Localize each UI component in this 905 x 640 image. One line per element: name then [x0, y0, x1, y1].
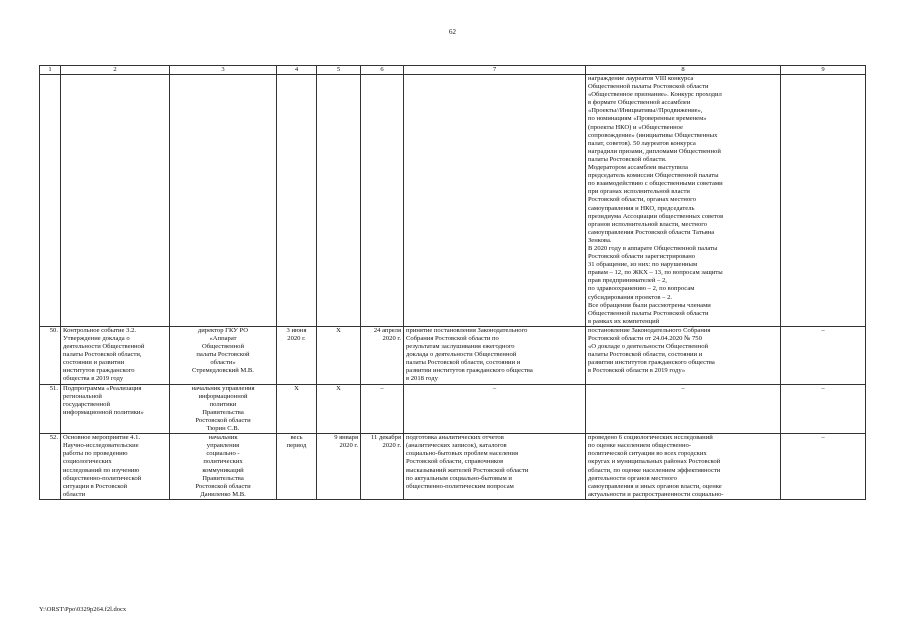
cell-text-line: 11 декабря	[371, 434, 401, 442]
cell-text-line: самоуправления Ростовской области Татьяна	[588, 228, 715, 236]
cell-text-line: 2020 г.	[382, 442, 401, 450]
cell-text-line: исследований по изучению	[63, 466, 140, 474]
cell-text-line: 2020 г.	[339, 442, 358, 450]
cell-end-date	[361, 75, 404, 327]
header-cell: 7	[404, 66, 586, 75]
header-cell: 8	[586, 66, 781, 75]
cell-text-line: прав предпринимателей – 2,	[588, 277, 667, 285]
header-cell: 5	[317, 66, 361, 75]
cell-text-line: общества в 2019 году	[63, 375, 124, 383]
cell-text-line: по актуальным социально-бытовым и	[406, 474, 512, 482]
cell-text-line: при органах исполнительной власти	[588, 188, 690, 196]
cell-text-line: период	[286, 442, 307, 450]
cell-text-line: области»	[210, 359, 236, 367]
cell-text-line: в формате Общественной ассамблеи	[588, 99, 691, 107]
cell-text-line: Все обращения были рассмотрены членами	[588, 301, 711, 309]
cell-text-line: Тюрин С.В.	[206, 425, 240, 433]
cell-text-line: политической ситуации во всех городских	[588, 450, 707, 458]
cell-text-line: палаты Ростовской области,	[63, 351, 142, 359]
cell-text-line: Утверждение доклада о	[63, 335, 130, 342]
cell-text-line: развитии институтов гражданского общества	[588, 359, 715, 367]
header-cell: 4	[277, 66, 317, 75]
cell-text-line: ситуации в Ростовской	[63, 482, 128, 490]
cell-text-line: начальник	[208, 434, 238, 442]
cell-text-line: –	[380, 384, 384, 392]
cell-text-line: награждение лауреатов VIII конкурса	[588, 75, 694, 82]
cell-text-line: Общественной палаты Ростовской области	[588, 309, 709, 317]
cell-text-line: по здравоохранению – 2, по вопросам	[588, 285, 695, 293]
cell-text-line: государственной	[63, 400, 110, 408]
cell-text-line: области, по оценке населением эффективности	[588, 466, 721, 474]
cell-text-line: Модератором ассамблеи выступила	[588, 164, 688, 172]
cell-text-line: области	[63, 490, 86, 498]
table-row	[40, 326, 866, 384]
cell-text-line: Ростовской области зарегистрировано	[588, 253, 696, 261]
header-cell: 3	[170, 66, 277, 75]
cell-expected-result	[404, 384, 586, 434]
cell-text-line: округах и муниципальных районах Ростовской	[588, 458, 721, 466]
cell-text-line: актуальности и распространенности социально-	[588, 490, 724, 498]
cell-text-line: управления	[206, 442, 240, 450]
cell-actual-result	[586, 434, 781, 500]
cell-text-line: постановление Законодательного Собрания	[588, 326, 711, 334]
cell-text-line: президиума Ассоциации общественных советов	[588, 212, 724, 220]
cell-text-line: по номинациям «Проверенные временем»	[588, 115, 707, 123]
cell-num	[40, 75, 61, 327]
cell-text-line: 2020 г.	[382, 335, 401, 342]
cell-text-line: социологических	[63, 458, 112, 466]
cell-text-line: информационной политики»	[63, 408, 144, 416]
cell-start-date	[317, 434, 361, 500]
cell-text-line: наградили призами, дипломами Общественной	[588, 147, 721, 155]
cell-text-line: –	[492, 384, 497, 392]
cell-end-date	[361, 384, 404, 434]
header-cell: 9	[781, 66, 866, 75]
cell-text-line: 24 апреля	[373, 326, 401, 334]
cell-text-line: политики	[209, 400, 237, 408]
cell-text-line: –	[681, 384, 685, 392]
cell-text-line: весь	[290, 434, 303, 442]
cell-text-line: (проекты НКО) и «Общественное	[588, 123, 683, 131]
cell-text-line: результатам заслушивания ежегодного	[406, 343, 515, 351]
cell-text-line: деятельности Общественной	[63, 343, 145, 351]
table-row	[40, 434, 866, 500]
cell-deadline	[277, 434, 317, 500]
cell-text-line: Ростовской области, органах местного	[588, 196, 697, 204]
cell-text-line: палаты Ростовской области, состоянии и	[588, 351, 703, 359]
cell-text-line: Правительства	[202, 474, 244, 482]
cell-text-line: по взаимодействию с общественными советами	[588, 180, 723, 188]
cell-text-line: палаты Ростовской	[196, 351, 250, 359]
cell-text-line: Зенкова.	[588, 236, 612, 244]
table-row	[40, 384, 866, 434]
cell-text-line: директор ГКУ РО	[197, 326, 249, 334]
cell-start-date	[317, 326, 361, 384]
cell-text-line: Общественной палаты Ростовской области	[588, 83, 709, 91]
cell-notes	[781, 434, 866, 500]
cell-text-line: Правительства	[202, 408, 244, 416]
cell-text-line: институтов гражданского	[63, 367, 135, 375]
cell-text-line: в 2018 году	[406, 375, 438, 383]
cell-text-line: Даниленко М.В.	[200, 490, 246, 498]
header-row	[40, 66, 866, 75]
cell-num: 51.	[40, 384, 61, 434]
cell-expected-result	[404, 434, 586, 500]
cell-text-line: развитии институтов гражданского общества	[406, 367, 533, 375]
cell-name	[61, 434, 170, 500]
cell-text-line: Основное мероприятие 4.1.	[63, 434, 141, 442]
cell-text-line: –	[821, 434, 825, 442]
cell-text-line: деятельности органов местного	[588, 474, 677, 482]
cell-text-line: «Аппарат	[209, 335, 237, 342]
cell-text-line: «О докладе о деятельности Общественной	[588, 343, 709, 351]
cell-text-line: В 2020 году в аппарате Общественной палаты	[588, 244, 718, 252]
cell-text-line: палаты Ростовской области, состоянии и	[406, 359, 521, 367]
cell-text-line: региональной	[63, 392, 102, 400]
cell-actual-result	[586, 75, 781, 327]
cell-num: 50.	[40, 326, 61, 384]
cell-notes	[781, 384, 866, 434]
cell-num: 52.	[40, 434, 61, 500]
cell-responsible	[170, 326, 277, 384]
cell-text-line: принятие постановления Законодательного	[406, 326, 528, 334]
cell-text-line: самоуправления и иных органов власти, оценке	[588, 482, 722, 490]
cell-text-line: сопровождение» (инициативы Общественных	[588, 131, 718, 139]
cell-responsible	[170, 75, 277, 327]
cell-text-line: X	[336, 384, 341, 392]
cell-start-date	[317, 384, 361, 434]
cell-text-line: «Проекты//Инициативы//Продвижение»,	[588, 107, 703, 115]
cell-text-line: подготовка аналитических отчетов	[406, 434, 504, 442]
cell-text-line: самоуправления и НКО, председатель	[588, 204, 695, 212]
cell-expected-result	[404, 75, 586, 327]
cell-text-line: Научно-исследовательские	[63, 442, 139, 450]
cell-text-line: X	[294, 384, 299, 392]
cell-text-line: палат, советов). 50 лауреатов конкурса	[588, 139, 696, 147]
cell-text-line: правам – 12, по ЖКХ – 13, по вопросам защиты	[588, 269, 723, 277]
cell-text-line: –	[821, 326, 825, 334]
cell-deadline	[277, 75, 317, 327]
cell-text-line: Ростовской области	[195, 482, 251, 490]
cell-notes	[781, 75, 866, 327]
cell-notes	[781, 326, 866, 384]
cell-text-line: «Общественное признание». Конкурс проходил	[588, 91, 722, 99]
cell-responsible	[170, 384, 277, 434]
header-cell: 2	[61, 66, 170, 75]
cell-text-line: Собрания Ростовской области по	[406, 335, 499, 342]
cell-text-line: работы по проведению	[63, 450, 128, 458]
cell-text-line: 2020 г.	[287, 335, 306, 342]
cell-text-line: 9 января	[334, 434, 358, 442]
cell-text-line: субсидирования проектов – 2.	[588, 293, 673, 301]
cell-text-line: информационной	[198, 392, 248, 400]
cell-text-line: –	[821, 384, 825, 392]
cell-name	[61, 75, 170, 327]
cell-text-line: (аналитических записок), каталогов	[406, 442, 507, 450]
cell-text-line: высказываний жителей Ростовской области	[406, 466, 529, 474]
cell-text-line: в Ростовской области в 2019 году»	[588, 367, 686, 375]
cell-text-line: председатель комиссии Общественной палаты	[588, 172, 719, 180]
cell-text-line: политических	[203, 458, 243, 466]
cell-text-line: общественно-политической	[63, 474, 142, 482]
cell-text-line: Стремедловский М.В.	[192, 367, 254, 375]
page-number: 62	[449, 28, 456, 36]
cell-text-line: органов исполнительной власти, местного	[588, 220, 708, 228]
header-cell: 6	[361, 66, 404, 75]
cell-text-line: коммуникаций	[202, 466, 244, 474]
cell-text-line: по оценке населением общественно-	[588, 442, 691, 450]
cell-text-line: Контрольное событие 3.2.	[63, 326, 137, 334]
cell-text-line: Ростовской области	[195, 416, 251, 424]
cell-responsible	[170, 434, 277, 500]
cell-name	[61, 326, 170, 384]
cell-expected-result	[404, 326, 586, 384]
cell-actual-result	[586, 384, 781, 434]
cell-text-line: 3 июня	[286, 326, 307, 334]
cell-end-date	[361, 326, 404, 384]
header-cell: 1	[40, 66, 61, 75]
cell-text-line: 31 обращение, из них: по нарушенным	[588, 261, 698, 269]
cell-text-line: общественно-политическим вопросам	[406, 482, 514, 490]
report-table	[39, 65, 866, 500]
cell-deadline	[277, 384, 317, 434]
cell-end-date	[361, 434, 404, 500]
cell-text-line: X	[336, 326, 341, 334]
cell-name	[61, 384, 170, 434]
cell-text-line: доклада о деятельности Общественной	[406, 351, 517, 359]
cell-text-line: проведено 6 социологических исследований	[588, 434, 713, 442]
document-path: Y:\ORST\Ppo\0329p264.f2l.docx	[39, 606, 127, 613]
cell-actual-result	[586, 326, 781, 384]
cell-deadline	[277, 326, 317, 384]
cell-text-line: социально -	[206, 450, 240, 458]
continuation-row	[40, 75, 866, 327]
cell-text-line: состоянии и развитии	[63, 359, 125, 367]
cell-text-line: начальник управления	[191, 384, 255, 392]
cell-text-line: Подпрограмма «Реализация	[63, 384, 142, 392]
cell-start-date	[317, 75, 361, 327]
cell-text-line: социально-бытовых проблем населения	[406, 450, 518, 458]
cell-text-line: Ростовской области от 24.04.2020 № 750	[588, 335, 702, 342]
cell-text-line: в рамках их компетенций	[588, 317, 660, 325]
cell-text-line: Ростовской области, справочников	[406, 458, 504, 466]
cell-text-line: палаты Ростовской области.	[588, 155, 667, 163]
cell-text-line: Общественной	[202, 343, 244, 351]
